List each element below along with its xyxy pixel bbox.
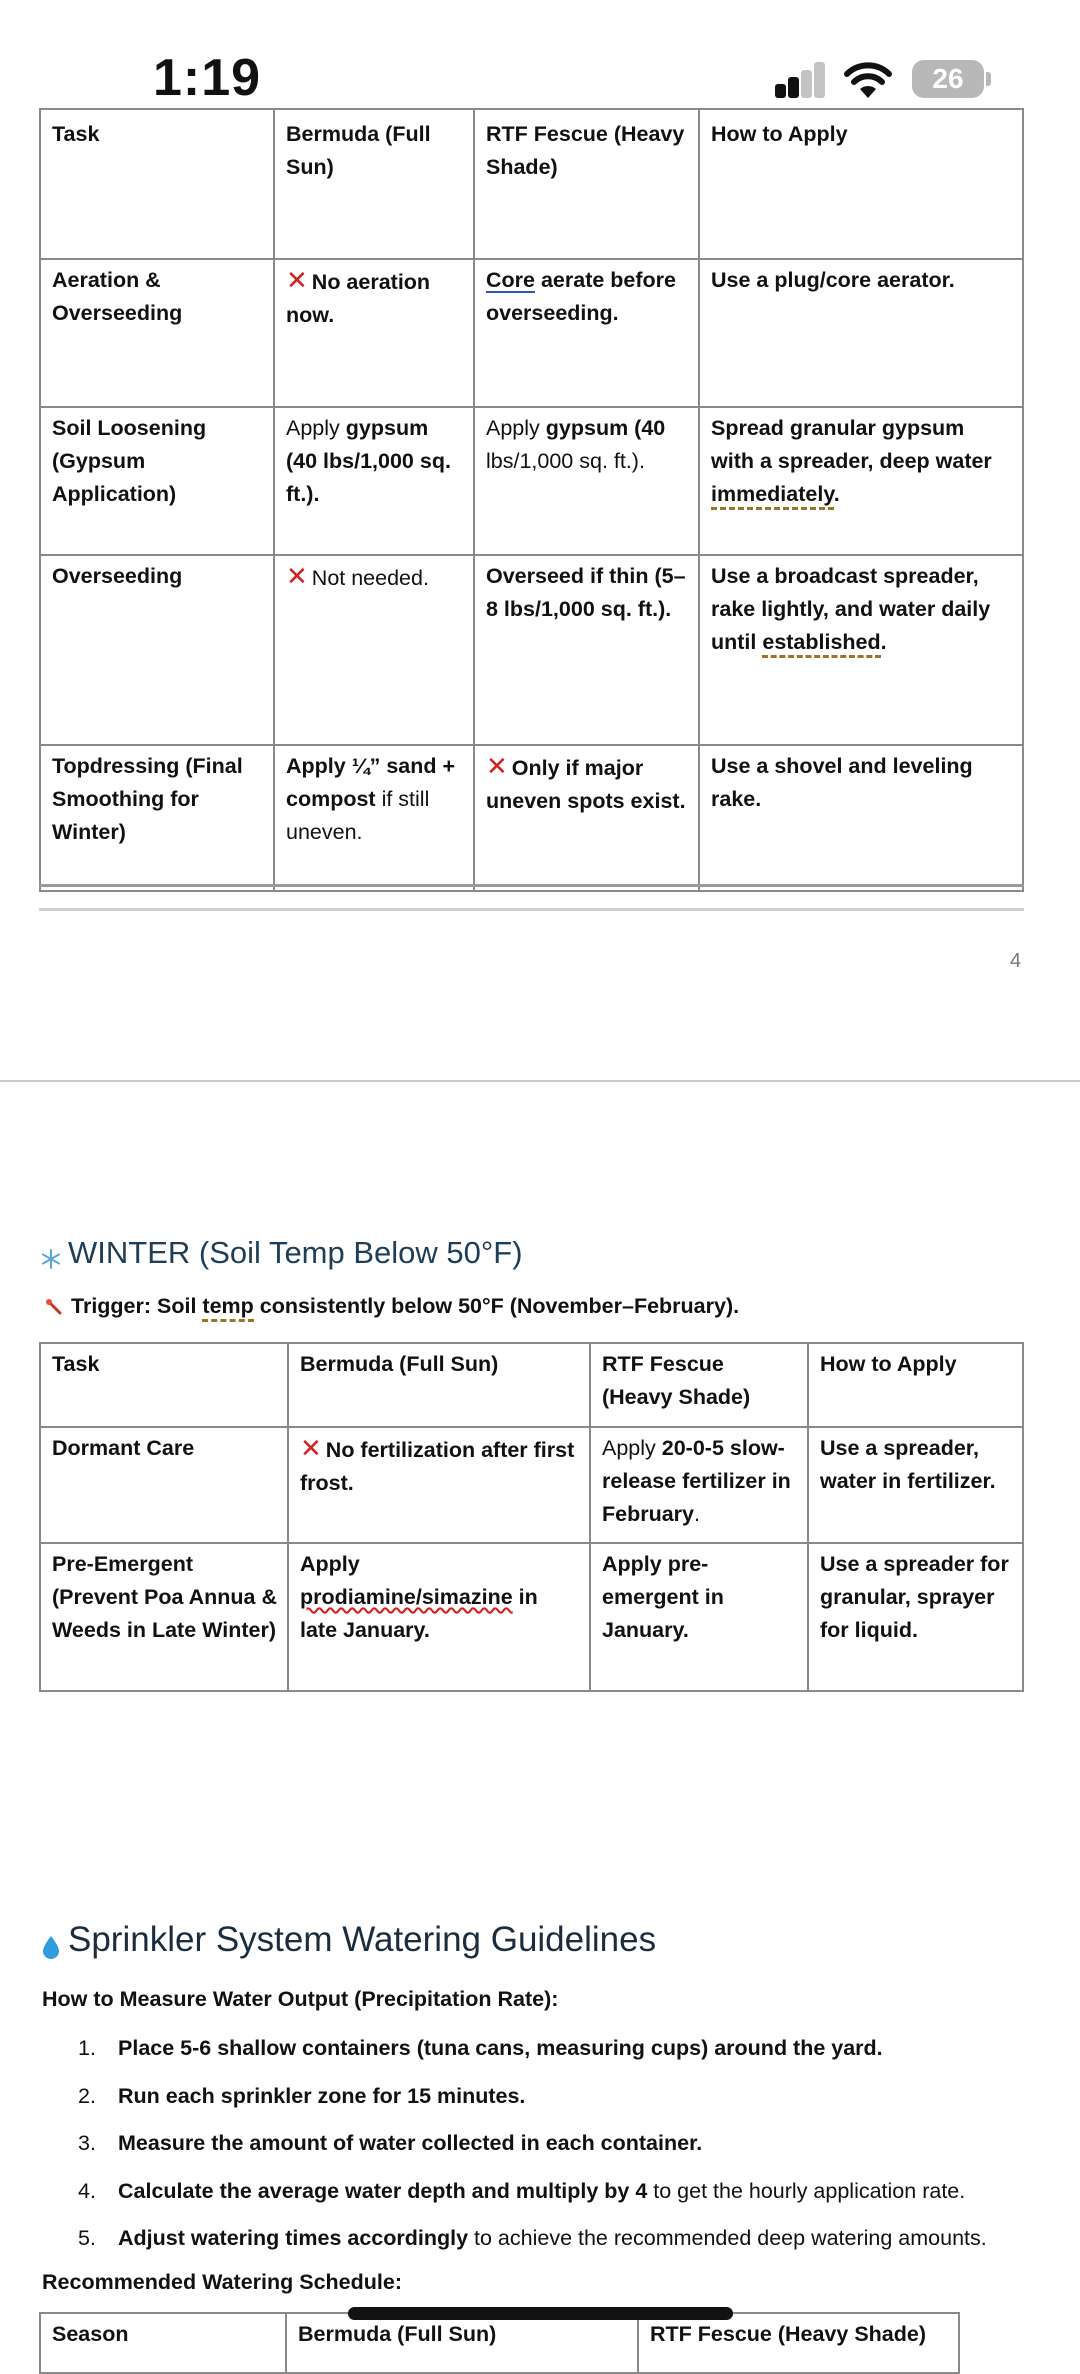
header-bermuda: Bermuda (Full Sun)	[288, 1343, 590, 1427]
header-how: How to Apply	[808, 1343, 1023, 1427]
water-drop-icon	[42, 1935, 60, 1959]
trigger-text-end: consistently below 50°F (November–February).	[253, 1294, 740, 1318]
x-mark-icon: ✕	[286, 265, 308, 295]
task-cell: Pre-Emergent (Prevent Poa Annua & Weeds in Late Winter)	[40, 1543, 288, 1691]
header-bermuda-line2: Sun)	[286, 155, 334, 179]
list-item	[40, 2073, 1060, 2121]
how-text-end: .	[833, 482, 840, 506]
how-text-flagged: established	[762, 630, 880, 658]
fescue-text-end: .	[694, 1502, 700, 1526]
how-cell: Use a shovel and leveling rake.	[699, 745, 1023, 891]
bermuda-text-bold: gypsum (40 lbs/1,000 sq. ft.).	[286, 416, 451, 506]
x-mark-icon: ✕	[300, 1433, 322, 1463]
step-text-bold: Place 5-6 shallow containers (tuna cans, measuring cups) around the yard.	[118, 2036, 883, 2060]
measure-steps-list	[40, 2025, 1060, 2263]
task-cell: Aeration & Overseeding	[40, 259, 274, 407]
step-number: 5.	[78, 2226, 96, 2250]
schedule-heading: Recommended Watering Schedule:	[42, 2270, 402, 2294]
bermuda-cell	[274, 259, 474, 407]
header-cell	[274, 109, 474, 259]
how-cell: Use a plug/core aerator.	[699, 259, 1023, 407]
table-header-row	[40, 1343, 1023, 1427]
bermuda-cell	[274, 407, 474, 555]
fescue-cell	[590, 1427, 808, 1543]
header-how: How to Apply	[711, 122, 848, 146]
table-row	[40, 1427, 1023, 1543]
fescue-text-2: lbs/1,000 sq. ft.).	[486, 449, 645, 473]
step-text-bold: Run each sprinkler zone for 15 minutes.	[118, 2083, 526, 2108]
wifi-icon	[843, 60, 893, 100]
cellular-signal-icon	[775, 62, 825, 98]
fescue-cell	[474, 745, 699, 891]
bermuda-cell	[288, 1543, 590, 1691]
page-break	[0, 1080, 1080, 1082]
bermuda-text: Not needed.	[311, 566, 429, 590]
task-cell: Topdressing (Final Smoothing for Winter)	[40, 745, 274, 891]
step-text-bold: Adjust watering times accordingly	[118, 2226, 469, 2250]
table-header-row	[40, 2313, 959, 2373]
header-cell	[699, 109, 1023, 259]
header-task: Task	[40, 1343, 288, 1427]
fall-task-table	[39, 108, 1024, 892]
fescue-cell	[474, 407, 699, 555]
x-mark-icon: ✕	[486, 751, 508, 781]
how-cell	[699, 555, 1023, 745]
status-time: 1:19	[153, 49, 262, 107]
fescue-text-bold: gypsum (40	[545, 416, 666, 440]
fescue-cell	[474, 259, 699, 407]
bermuda-text: Apply	[300, 1552, 360, 1576]
step-number: 4.	[78, 2178, 96, 2203]
fescue-cell: Overseed if thin (5–8 lbs/1,000 sq. ft.).	[474, 555, 699, 745]
page-number: 4	[1010, 950, 1022, 972]
step-text: to get the hourly application rate.	[647, 2178, 966, 2203]
header-bermuda: Bermuda (Full Sun)	[286, 2313, 638, 2373]
how-text: Use a broadcast spreader, rake lightly, and water daily until	[711, 564, 991, 654]
bermuda-text: Apply	[286, 416, 346, 440]
task-cell: Overseeding	[40, 555, 274, 745]
step-text: to achieve the recommended deep watering amounts.	[468, 2226, 987, 2250]
winter-title: WINTER (Soil Temp Below 50°F)	[68, 1235, 523, 1270]
winter-trigger	[45, 1294, 739, 1319]
battery-icon	[912, 60, 984, 98]
bermuda-text: No fertilization after first frost.	[300, 1438, 575, 1495]
step-number: 1.	[78, 2036, 96, 2060]
table-bottom-shadow	[39, 884, 1024, 887]
sprinkler-title: Sprinkler System Watering Guidelines	[68, 1920, 657, 1959]
fescue-text: Apply	[602, 1436, 662, 1460]
bermuda-text-end: in late January.	[300, 1585, 538, 1642]
step-text-bold: Measure the amount of water collected in each container.	[118, 2131, 703, 2155]
step-number: 3.	[78, 2131, 96, 2155]
header-cell	[40, 109, 274, 259]
how-text: Spread granular gypsum with a spreader, deep water	[711, 416, 992, 473]
fescue-text: Only if major uneven spots exist.	[486, 756, 686, 813]
bermuda-text-bold: Apply ¼” sand + compost	[286, 754, 456, 811]
winter-heading	[40, 1235, 523, 1271]
fescue-text-bold: 20-0-5 slow-release fertilizer in February	[602, 1436, 791, 1526]
list-item	[40, 2120, 1060, 2168]
fescue-text: Apply	[486, 416, 546, 440]
table-row	[40, 555, 1023, 745]
step-text-bold: Calculate the average water depth and multiply by 4	[118, 2178, 648, 2203]
header-fescue: RTF Fescue (Heavy	[486, 122, 685, 146]
list-item	[40, 2215, 1060, 2263]
table-top-clip	[0, 122, 1080, 900]
fescue-text: aerate before overseeding.	[486, 268, 676, 325]
header-fescue: RTF Fescue (Heavy Shade)	[590, 1343, 808, 1427]
x-mark-icon: ✕	[286, 561, 308, 591]
how-text-end: .	[880, 630, 887, 654]
header-bermuda: Bermuda (Full	[286, 122, 431, 146]
how-cell	[699, 407, 1023, 555]
sprinkler-heading	[42, 1920, 656, 1960]
trigger-text: Trigger: Soil	[71, 1294, 203, 1318]
list-item	[40, 2025, 1060, 2073]
table-header-row	[40, 109, 1023, 259]
bermuda-cell	[274, 555, 474, 745]
fescue-cell: Apply pre-emergent in January.	[590, 1543, 808, 1691]
winter-task-table	[39, 1342, 1024, 1692]
header-fescue-line2: Shade)	[486, 155, 558, 179]
task-cell: Dormant Care	[40, 1427, 288, 1543]
how-cell: Use a spreader for granular, sprayer for liquid.	[808, 1543, 1023, 1691]
table-row	[40, 407, 1023, 555]
header-fescue: RTF Fescue (Heavy Shade)	[638, 2313, 959, 2373]
battery-level: 26	[932, 63, 964, 94]
header-cell	[474, 109, 699, 259]
how-cell: Use a spreader, water in fertilizer.	[808, 1427, 1023, 1543]
fescue-text-flagged: Core	[486, 268, 535, 292]
step-number: 2.	[78, 2083, 96, 2108]
header-task: Task	[52, 122, 100, 146]
measure-heading: How to Measure Water Output (Precipitation Rate):	[42, 1987, 559, 2011]
table-row	[40, 1543, 1023, 1691]
list-item	[40, 2168, 1060, 2216]
bermuda-text-flagged: prodiamine/simazine	[300, 1585, 513, 1609]
task-cell: Soil Loosening (Gypsum Application)	[40, 407, 274, 555]
table-row	[40, 745, 1023, 891]
header-season: Season	[40, 2313, 286, 2373]
bermuda-cell	[274, 745, 474, 891]
footer-rule	[39, 908, 1024, 911]
bermuda-text: if still uneven.	[286, 787, 430, 844]
table-row	[40, 259, 1023, 407]
how-text-flagged: immediately	[711, 482, 834, 510]
battery-cap	[986, 72, 991, 86]
snowflake-icon	[40, 1248, 62, 1270]
bermuda-text: No aeration now.	[286, 270, 431, 327]
watering-schedule-table	[39, 2312, 960, 2374]
home-indicator[interactable]	[348, 2307, 733, 2320]
trigger-text-flagged: temp	[202, 1294, 253, 1322]
bermuda-cell	[288, 1427, 590, 1543]
pin-icon	[45, 1297, 65, 1317]
